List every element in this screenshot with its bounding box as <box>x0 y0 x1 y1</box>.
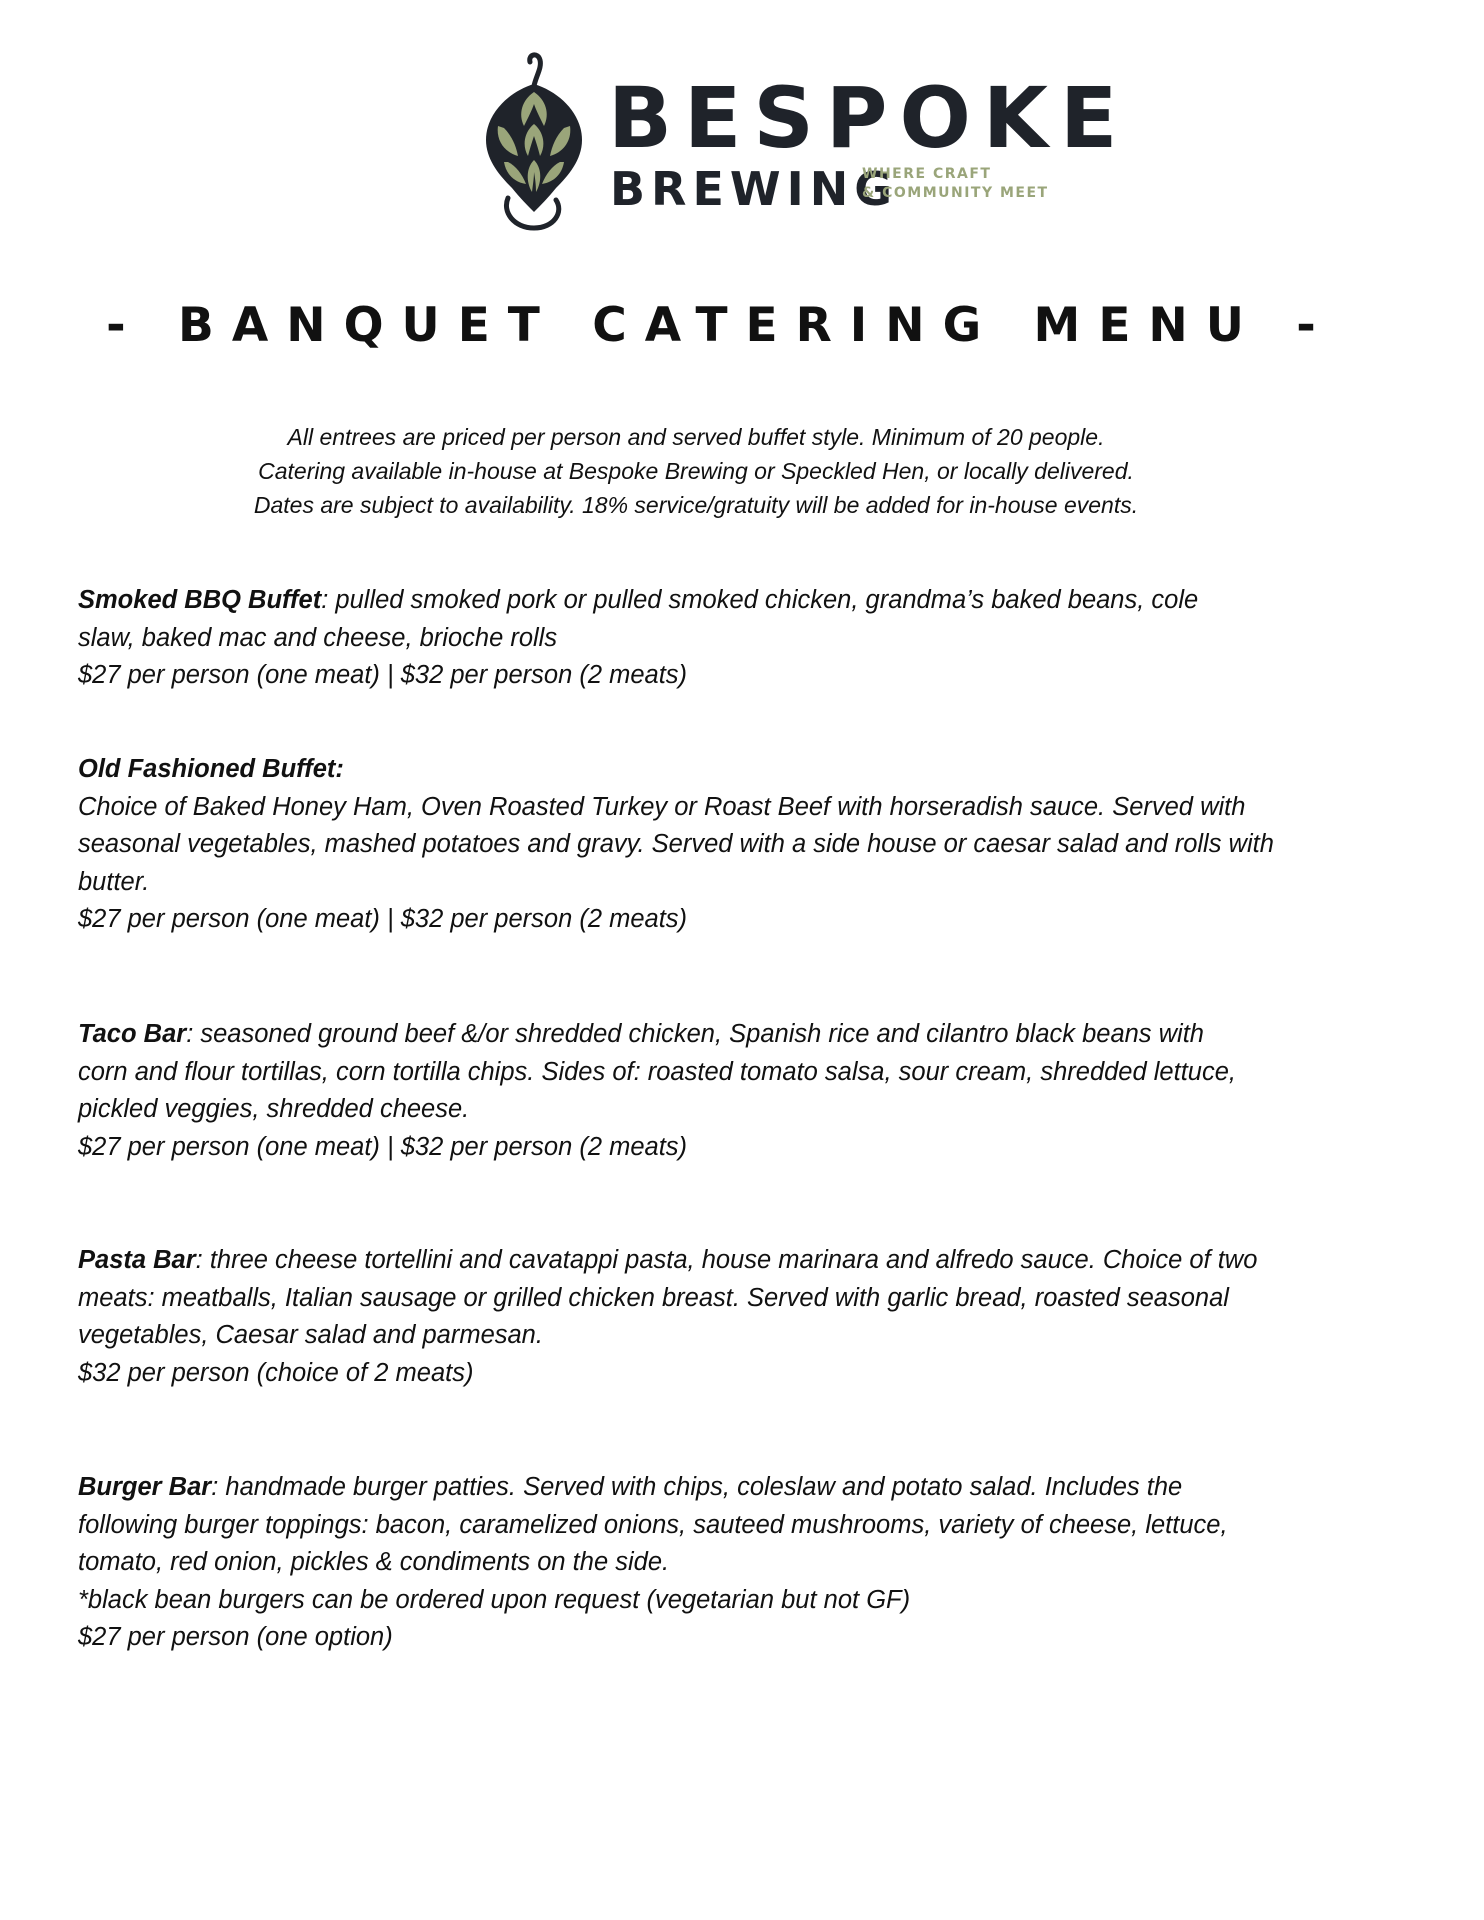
menu-item-description: seasonal vegetables, mashed potatoes and gravy. Served with a side house or caesar salad and rolls with <box>78 830 1274 858</box>
page-title: - BANQUET CATERING MENU - <box>106 298 1334 353</box>
menu-item-description: handmade burger patties. Served with chips, coleslaw and potato salad. Includes the <box>218 1473 1183 1501</box>
menu-item-smoked-bbq-buffet <box>78 582 1348 695</box>
menu-item-pasta-bar <box>78 1242 1348 1392</box>
menu-item-description: meats: meatballs, Italian sausage or grilled chicken breast. Served with garlic bread, roasted seasonal <box>78 1283 1229 1312</box>
menu-item-name: Taco Bar <box>78 1020 187 1048</box>
menu-item-price: $27 per person (one meat) | $32 per person (2 meats) <box>78 905 688 933</box>
menu-item-name: Smoked BBQ Buffet <box>78 586 322 614</box>
menu-item-description: pickled veggies, shredded cheese. <box>78 1095 470 1123</box>
brand-tagline-line-2: & COMMUNITY MEET <box>862 185 1049 201</box>
menu-item-separator: : <box>321 586 329 614</box>
menu-item-separator: : <box>186 1020 194 1048</box>
menu-item-description: Choice of Baked Honey Ham, Oven Roasted Turkey or Roast Beef with horseradish sauce. Served with <box>78 792 1246 821</box>
menu-item-price: $27 per person (one option) <box>78 1623 393 1651</box>
menu-item-separator: : <box>211 1473 219 1501</box>
menu-item-price: $32 per person (choice of 2 meats) <box>78 1358 474 1387</box>
menu-item-description: slaw, baked mac and cheese, brioche rolls <box>78 623 558 652</box>
menu-item-description: butter. <box>78 867 150 896</box>
menu-item-description: tomato, red onion, pickles & condiments on the side. <box>78 1548 670 1576</box>
brand-tagline-line-1: WHERE CRAFT <box>862 166 992 182</box>
hop-cone-icon <box>478 52 588 232</box>
menu-item-description: three cheese tortellini and cavatappi pasta, house marinara and alfredo sauce. Choice of two <box>202 1246 1258 1274</box>
menu-item-line <box>78 1469 1348 1507</box>
menu-item-description: pulled smoked pork or pulled smoked chicken, grandma’s baked beans, cole <box>328 586 1199 614</box>
menu-item-taco-bar <box>78 1016 1348 1166</box>
intro-line-2: Catering available in-house at Bespoke Brewing or Speckled Hen, or locally delivered. <box>258 458 1134 484</box>
menu-item-old-fashioned-buffet <box>78 751 1348 939</box>
menu-item-price: $27 per person (one meat) | $32 per person (2 meats) <box>78 1132 688 1161</box>
menu-item-note: *black bean burgers can be ordered upon request (vegetarian but not GF) <box>78 1585 911 1614</box>
menu-item-name: Old Fashioned Buffet: <box>78 755 344 783</box>
intro-line-1: All entrees are priced per person and served buffet style. Minimum of 20 people. <box>287 424 1105 450</box>
brand-name-brewing: BREWING <box>610 162 899 216</box>
brand-tagline <box>862 165 1049 203</box>
menu-item-name: Burger Bar <box>78 1473 212 1501</box>
menu-item-description: seasoned ground beef &/or shredded chicken, Spanish rice and cilantro black beans with <box>193 1020 1204 1048</box>
brand-name-bespoke: BESPOKE <box>608 69 1130 167</box>
intro-text <box>0 420 1392 522</box>
menu-item-description: corn and flour tortillas, corn tortilla chips. Sides of: roasted tomato salsa, sour cream, shredded lettuce, <box>78 1057 1236 1086</box>
intro-line-3: Dates are subject to availability. 18% service/gratuity will be added for in-house events. <box>253 492 1139 518</box>
menu-item-description: following burger toppings: bacon, caramelized onions, sauteed mushrooms, variety of cheese, lettuce, <box>78 1510 1228 1539</box>
menu-item-line <box>78 1016 1348 1054</box>
menu-item-line <box>78 582 1348 620</box>
menu-item-burger-bar <box>78 1469 1348 1657</box>
menu-item-separator: : <box>195 1246 203 1274</box>
brand-logo <box>478 52 1130 232</box>
menu-item-description: vegetables, Caesar salad and parmesan. <box>78 1321 543 1349</box>
menu-item-price: $27 per person (one meat) | $32 per person (2 meats) <box>78 661 688 689</box>
menu-item-name: Pasta Bar <box>78 1246 196 1274</box>
menu-item-line <box>78 1242 1348 1280</box>
